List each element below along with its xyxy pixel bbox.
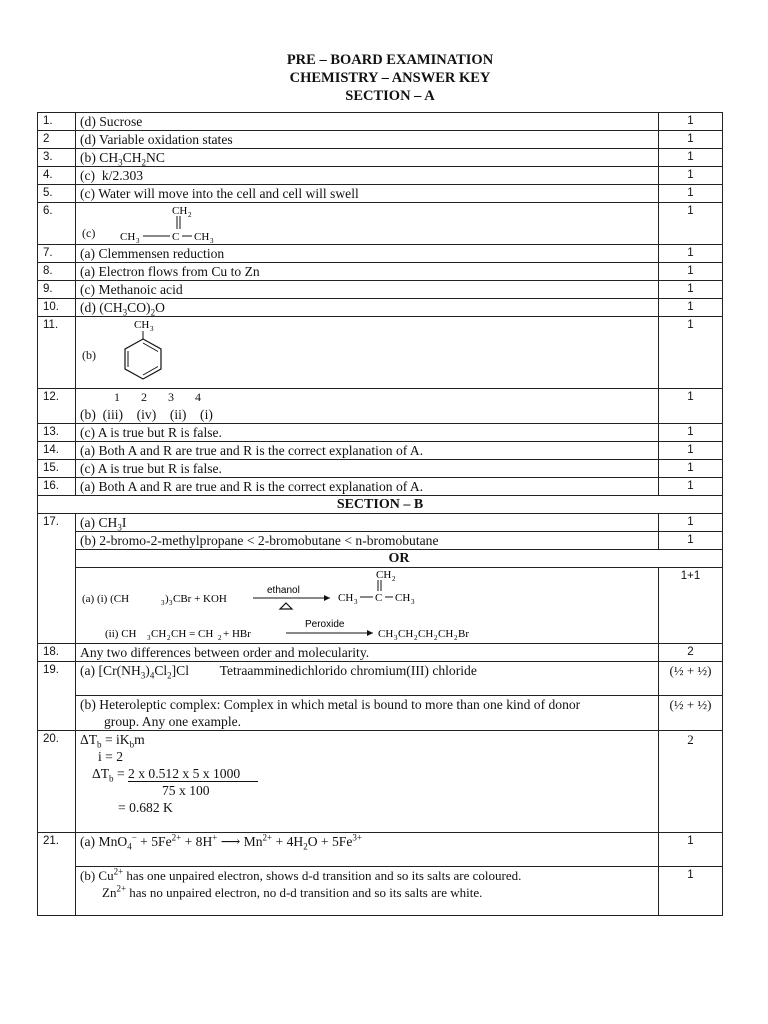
table-row	[38, 833, 723, 867]
svg-text:3: 3	[169, 599, 173, 607]
marks: 1+1	[659, 568, 723, 644]
answer-text: (a) Electron flows from Cu to Zn	[76, 263, 659, 281]
marks: (½ + ½)	[659, 662, 723, 696]
option-label: (c)	[82, 226, 96, 240]
svg-text:CH = CH: CH = CH	[171, 628, 214, 640]
marks: 1	[659, 131, 723, 149]
svg-text:CH: CH	[151, 628, 167, 640]
table-row	[38, 731, 723, 833]
marks: 1	[659, 263, 723, 281]
marks: 1	[659, 317, 723, 389]
svg-text:3: 3	[161, 599, 165, 607]
svg-text:CH: CH	[395, 592, 411, 604]
marks: 1	[659, 113, 723, 131]
question-number: 11.	[38, 317, 76, 389]
marks: 1	[659, 245, 723, 263]
question-number: 1.	[38, 113, 76, 131]
option-label: (b)	[82, 348, 96, 362]
marks: 1	[659, 203, 723, 245]
question-number: 10.	[38, 299, 76, 317]
subject-title: CHEMISTRY – ANSWER KEY	[289, 70, 491, 86]
svg-text:3: 3	[394, 634, 398, 642]
marks: 1	[659, 389, 723, 424]
svg-text:3: 3	[411, 598, 415, 606]
table-row	[38, 131, 723, 149]
svg-text:3: 3	[354, 598, 358, 606]
toluene-structure	[114, 317, 194, 389]
svg-text:2: 2	[414, 634, 418, 642]
answer-text: (c) A is true but R is false.	[76, 424, 659, 442]
marks: 2	[659, 644, 723, 662]
answer-reactions	[76, 568, 659, 644]
answer-text	[76, 696, 659, 731]
denominator: 75 x 100	[162, 783, 210, 798]
table-row	[38, 245, 723, 263]
marks: 1	[659, 299, 723, 317]
svg-text:Peroxide: Peroxide	[305, 619, 345, 630]
marks: 1	[659, 532, 723, 550]
answer-text	[76, 389, 659, 424]
answer-text: (c) Water will move into the cell and cell will swell	[76, 185, 659, 203]
table-row	[38, 644, 723, 662]
svg-text:2: 2	[188, 211, 192, 219]
question-number: 8.	[38, 263, 76, 281]
answer-text: (a) $CH_3I$	[76, 514, 659, 532]
question-number: 14.	[38, 442, 76, 460]
svg-text:Br: Br	[458, 628, 469, 640]
exam-title: PRE – BOARD EXAMINATION	[286, 52, 494, 68]
marks: 1	[659, 442, 723, 460]
table-row	[38, 203, 723, 245]
svg-text:CH: CH	[398, 628, 414, 640]
table-row	[38, 424, 723, 442]
section-header-row	[38, 496, 723, 514]
marks: 1	[659, 424, 723, 442]
svg-text:3: 3	[147, 634, 151, 642]
svg-text:(a) (i) (CH: (a) (i) (CH	[82, 593, 130, 605]
table-row	[38, 460, 723, 478]
answer-line: group. Any one example.	[104, 714, 242, 729]
answer-key-table	[37, 112, 723, 916]
svg-text:+ HBr: + HBr	[223, 628, 251, 640]
svg-text:CH: CH	[438, 628, 454, 640]
marks: (½ + ½)	[659, 696, 723, 731]
table-row	[38, 442, 723, 460]
question-number: 2	[38, 131, 76, 149]
marks: 1	[659, 867, 723, 916]
svg-text:C: C	[172, 231, 180, 243]
answer-text: (a) $[Cr(NH_3)_4Cl_2]Cl$ Tetraamminedichlorido chromium(III) chloride	[76, 662, 659, 696]
reaction-scheme	[80, 568, 640, 644]
answer-text	[76, 867, 659, 916]
result-line: = 0.682 K	[118, 800, 173, 815]
question-number: 15.	[38, 460, 76, 478]
svg-text:ethanol: ethanol	[267, 585, 300, 596]
question-number: 9.	[38, 281, 76, 299]
vanthoff-factor: i = 2	[98, 749, 124, 764]
svg-text:3: 3	[150, 325, 154, 333]
marks: 1	[659, 167, 723, 185]
svg-text:CH: CH	[120, 231, 136, 243]
svg-text:CH: CH	[338, 592, 354, 604]
answer-text: (c) k/2.303	[76, 167, 659, 185]
table-row	[38, 696, 723, 731]
svg-text:2: 2	[434, 634, 438, 642]
substitution-line: $\Delta T_b = 2$ x 0.512 x 5 x 1000	[80, 765, 654, 782]
question-number: 3.	[38, 149, 76, 167]
marks: 1	[659, 185, 723, 203]
question-number: 17.	[38, 514, 76, 644]
answer-text: (a) Clemmensen reduction	[76, 245, 659, 263]
svg-text:C: C	[375, 592, 383, 604]
table-row	[38, 149, 723, 167]
marks: 1	[659, 281, 723, 299]
question-number: 20.	[38, 731, 76, 833]
answer-text: (c) A is true but R is false.	[76, 460, 659, 478]
section-title: SECTION – A	[345, 88, 435, 104]
table-row	[38, 568, 723, 644]
answer-line: $Zn^{2+}$ has no unpaired electron, no d-d transition and so its salts are white.	[102, 883, 483, 900]
isopropenyl-structure	[116, 203, 276, 245]
question-number: 12.	[38, 389, 76, 424]
answer-text: (b) $CH_3CH_2NC$	[76, 149, 659, 167]
answer-text: (a) Both A and R are true and R is the correct explanation of A.	[76, 442, 659, 460]
formula-line: $\Delta T_b = iK_bm$	[80, 732, 145, 750]
answer-line: (b) Heteroleptic complex: Complex in which metal is bound to more than one kind of donor	[80, 697, 581, 712]
svg-text:2: 2	[454, 634, 458, 642]
question-number: 5.	[38, 185, 76, 203]
svg-text:3: 3	[136, 237, 140, 245]
svg-text:CH: CH	[418, 628, 434, 640]
question-number: 21.	[38, 833, 76, 916]
table-row	[38, 185, 723, 203]
question-number: 6.	[38, 203, 76, 245]
svg-text:CH: CH	[194, 231, 210, 243]
marks: 1	[659, 149, 723, 167]
marks: 1	[659, 478, 723, 496]
svg-text:CH: CH	[378, 628, 394, 640]
table-row	[38, 389, 723, 424]
marks: 1	[659, 514, 723, 532]
answer-working	[76, 731, 659, 833]
complex-name: Tetraamminedichlorido chromium(III) chloride	[219, 663, 477, 678]
svg-text:CH: CH	[376, 569, 392, 581]
svg-text:): )	[165, 593, 169, 605]
table-row	[38, 113, 723, 131]
svg-text:3: 3	[210, 237, 214, 245]
question-number: 4.	[38, 167, 76, 185]
table-row	[38, 662, 723, 696]
marks: 2	[659, 731, 723, 833]
answer-text: (b) 2-bromo-2-methylpropane < 2-bromobutane < n-bromobutane	[76, 532, 659, 550]
svg-text:CBr + KOH: CBr + KOH	[173, 593, 227, 605]
table-row	[38, 167, 723, 185]
or-row	[38, 550, 723, 568]
table-row	[38, 317, 723, 389]
answer-text: (a) $MnO_4^- + 5Fe^{2+} + 8H^+$ ⟶ $Mn^{2+} + 4H_2O + 5Fe^{3+}$	[76, 833, 659, 867]
table-row	[38, 532, 723, 550]
answer-text: (d) $(CH_3CO)_2O$	[76, 299, 659, 317]
table-row	[38, 478, 723, 496]
svg-text:CH: CH	[134, 319, 150, 331]
svg-text:(ii) CH: (ii) CH	[105, 628, 137, 640]
svg-text:2: 2	[392, 575, 396, 583]
section-b-title: SECTION – B	[38, 496, 723, 514]
question-number: 18.	[38, 644, 76, 662]
svg-text:2: 2	[167, 634, 171, 642]
page-header	[0, 51, 768, 105]
table-row	[38, 299, 723, 317]
question-number: 16.	[38, 478, 76, 496]
answer-line: (b) $Cu^{2+}$ has one unpaired electron, shows d-d transition and so its salts are coloured.	[80, 866, 522, 883]
table-row	[38, 263, 723, 281]
answer-text: (a) Both A and R are true and R is the correct explanation of A.	[76, 478, 659, 496]
answer-text: (d) Sucrose	[76, 113, 659, 131]
svg-text:CH: CH	[172, 205, 188, 217]
marks: 1	[659, 460, 723, 478]
or-label: OR	[76, 550, 723, 568]
question-number: 13.	[38, 424, 76, 442]
answer-text: Any two differences between order and molecularity.	[76, 644, 659, 662]
column-numbers: 1 2 3 4	[114, 390, 201, 404]
answer-structure	[76, 203, 659, 245]
svg-text:2: 2	[218, 634, 222, 642]
answer-structure	[76, 317, 659, 389]
answer-text: (d) Variable oxidation states	[76, 131, 659, 149]
table-row	[38, 514, 723, 532]
answer-text: (c) Methanoic acid	[76, 281, 659, 299]
marks: 1	[659, 833, 723, 867]
table-row	[38, 281, 723, 299]
match-answer: (b) (iii) (iv) (ii) (i)	[80, 407, 213, 422]
question-number: 19.	[38, 662, 76, 731]
question-number: 7.	[38, 245, 76, 263]
table-row	[38, 867, 723, 916]
